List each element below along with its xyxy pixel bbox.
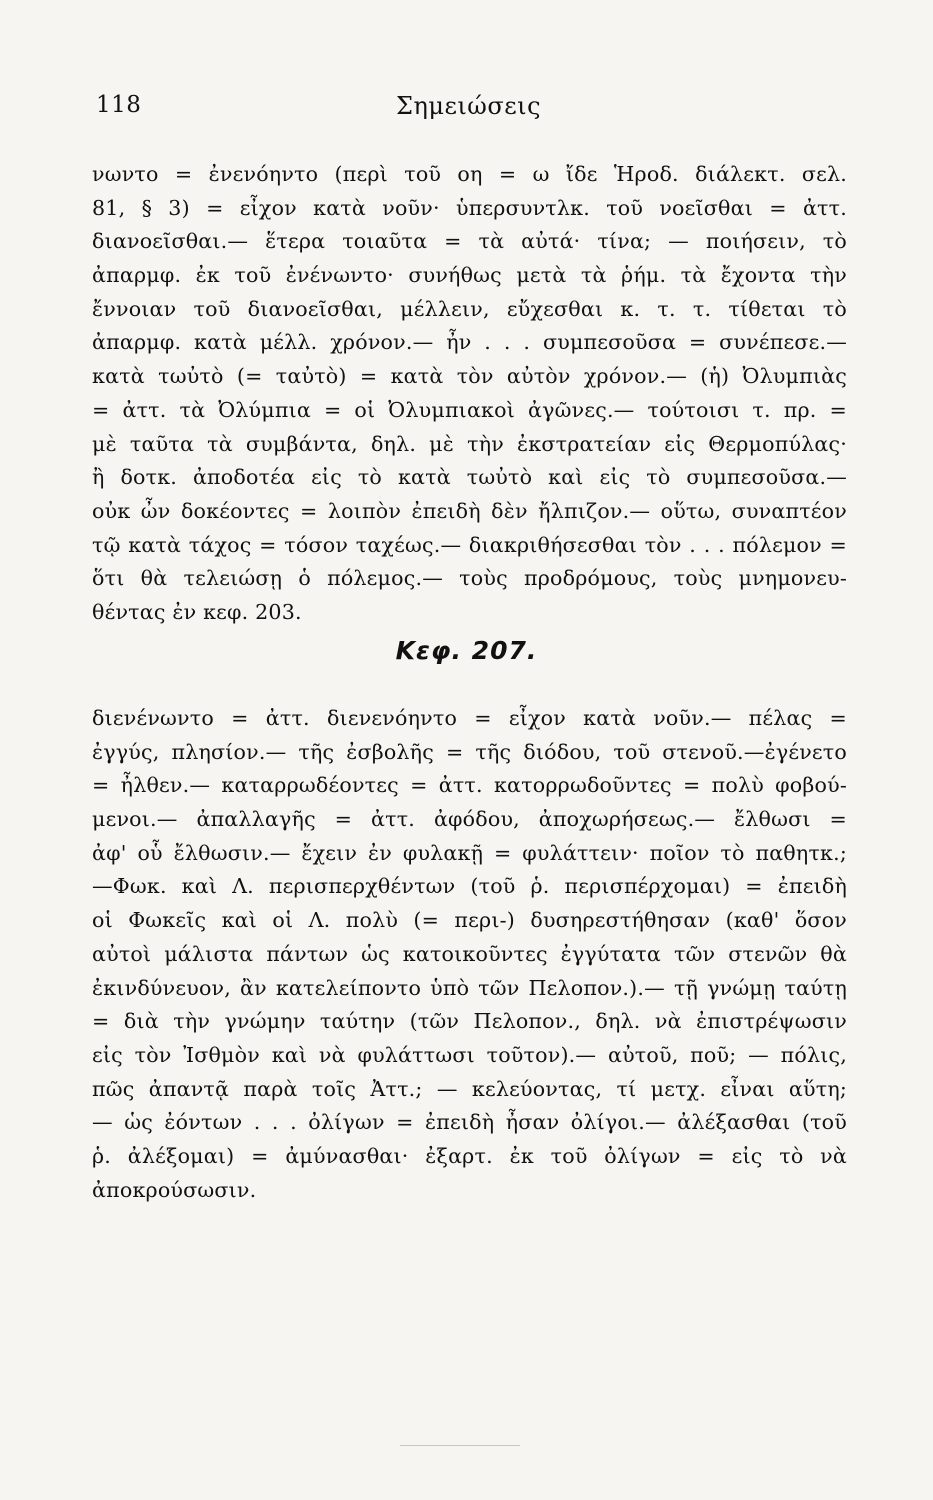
text-line: —Φωκ. καὶ Λ. περισπερχθέντων (τοῦ ῥ. περισπέρχομαι) = ἐπειδὴ: [92, 874, 847, 899]
text-line: ἔννοιαν τοῦ διανοεῖσθαι, μέλλειν, εὔχεσθαι κ. τ. τ. τίθεται τὸ: [92, 296, 847, 321]
notes-block-2: [92, 702, 847, 1207]
text-line: ὅτι θὰ τελειώσῃ ὁ πόλεμος.— τοὺς προδρόμους, τοὺς μνημονευ-: [92, 566, 847, 591]
text-line: = διὰ τὴν γνώμην ταύτην (τῶν Πελοπον., δηλ. νὰ ἐπιστρέψωσιν: [92, 1009, 847, 1034]
text-line: ῥ. ἀλέξομαι) = ἀμύνασθαι· ἐξαρτ. ἐκ τοῦ ὀλίγων = εἰς τὸ νὰ: [92, 1143, 847, 1168]
page-header: [96, 92, 846, 124]
footer-divider: [400, 1445, 520, 1446]
text-line: οὐκ ὦν δοκέοντες = λοιπὸν ἐπειδὴ δὲν ἤλπιζον.— οὕτω, συναπτέον: [92, 498, 847, 523]
text-line: μὲ ταῦτα τὰ συμβάντα, δηλ. μὲ τὴν ἐκστρατείαν εἰς Θερμοπύλας·: [92, 431, 847, 456]
text-line: εἰς τὸν Ἰσθμὸν καὶ νὰ φυλάττωσι τοῦτον).— αὐτοῦ, ποῦ; — πόλις,: [92, 1042, 847, 1067]
text-line: τῷ κατὰ τάχος = τόσον ταχέως.— διακριθήσεσθαι τὸν . . . πόλεμον =: [92, 532, 847, 557]
text-line: ἀποκρούσωσιν.: [92, 1177, 257, 1202]
text-line: αὐτοὶ μάλιστα πάντων ὡς κατοικοῦντες ἐγγύτατα τῶν στενῶν θὰ: [92, 941, 847, 966]
text-line: ἀφ' οὗ ἔλθωσιν.— ἔχειν ἐν φυλακῇ = φυλάττειν· ποῖον τὸ παθητκ.;: [92, 840, 847, 865]
text-line: = ἦλθεν.— καταρρωδέοντες = ἀττ. κατορρωδοῦντες = πολὺ φοβού-: [92, 773, 847, 798]
text-line: διενένωντο = ἀττ. διενενόηντο = εἶχον κατὰ νοῦν.— πέλας =: [92, 706, 847, 730]
running-head: Σημειώσεις: [396, 92, 542, 120]
text-line: = ἀττ. τὰ Ὀλύμπια = οἱ Ὀλυμπιακοὶ ἀγῶνες.— τούτοισι τ. πρ. =: [92, 397, 847, 422]
page-number: 118: [96, 92, 142, 118]
text-line: 81, § 3) = εἶχον κατὰ νοῦν· ὑπερσυντλκ. τοῦ νοεῖσθαι = ἀττ.: [92, 195, 847, 220]
text-line: νωντο = ἐνενόηντο (περὶ τοῦ οη = ω ἴδε Ἡροδ. διάλεκτ. σελ.: [92, 162, 847, 186]
chapter-heading: Κεφ. 207.: [395, 636, 538, 665]
text-line: ἀπαρμφ. ἐκ τοῦ ἐνένωντο· συνήθως μετὰ τὰ ῥήμ. τὰ ἔχοντα τὴν: [92, 263, 847, 288]
text-line: κατὰ τωὐτὸ (= ταὐτὸ) = κατὰ τὸν αὐτὸν χρόνον.— (ἡ) Ὀλυμπιὰς: [92, 364, 847, 389]
text-line: ἐκινδύνευον, ἂν κατελείποντο ὑπὸ τῶν Πελοπον.).— τῇ γνώμῃ ταύτῃ: [92, 975, 847, 1000]
text-line: ἢ δοτκ. ἀποδοτέα εἰς τὸ κατὰ τωὐτὸ καὶ εἰς τὸ συμπεσοῦσα.—: [92, 465, 847, 490]
text-line: ἐγγύς, πλησίον.— τῆς ἐσβολῆς = τῆς διόδου, τοῦ στενοῦ.—ἐγένετο: [92, 739, 847, 764]
text-line: — ὡς ἐόντων . . . ὀλίγων = ἐπειδὴ ἦσαν ὀλίγοι.— ἀλέξασθαι (τοῦ: [92, 1110, 847, 1135]
text-line: διανοεῖσθαι.— ἕτερα τοιαῦτα = τὰ αὐτά· τίνα; — ποιήσειν, τὸ: [92, 229, 847, 254]
text-line: θέντας ἐν κεφ. 203.: [92, 599, 302, 624]
notes-block-1: [92, 158, 847, 630]
text-line: ἀπαρμφ. κατὰ μέλλ. χρόνον.— ἦν . . . συμπεσοῦσα = συνέπεσε.—: [92, 330, 847, 355]
text-line: πῶς ἀπαντᾷ παρὰ τοῖς Ἀττ.; — κελεύοντας, τί μετχ. εἶναι αὕτη;: [92, 1076, 847, 1101]
text-line: οἱ Φωκεῖς καὶ οἱ Λ. πολὺ (= περι-) δυσηρεστήθησαν (καθ' ὅσον: [92, 908, 847, 933]
text-line: μενοι.— ἀπαλλαγῆς = ἀττ. ἀφόδου, ἀποχωρήσεως.— ἔλθωσι =: [92, 807, 847, 832]
